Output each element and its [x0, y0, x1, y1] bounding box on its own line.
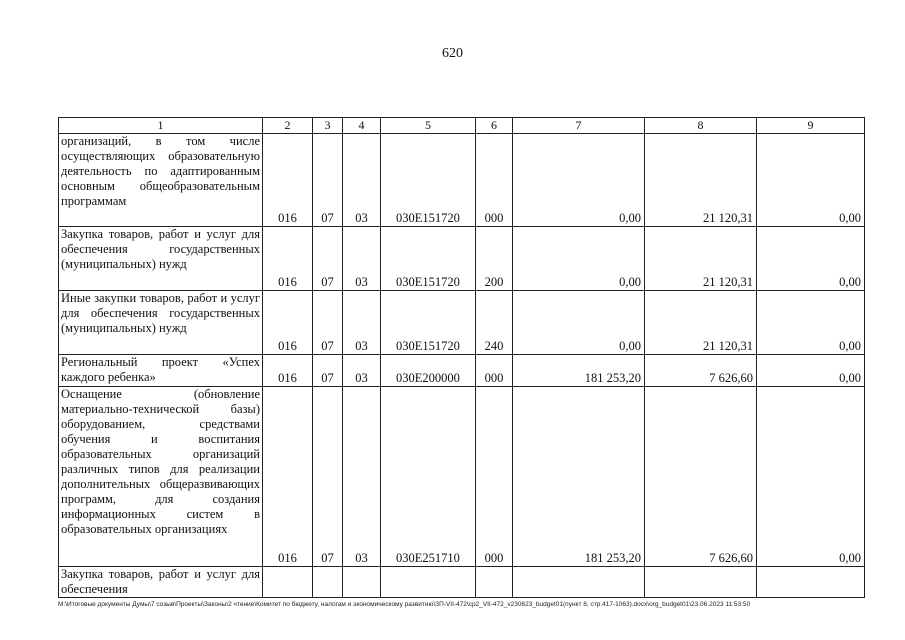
cell-section: 07	[313, 134, 343, 227]
row-name: Иные закупки товаров, работ и услуг для обеспечения государственных (муниципальных) нужд	[59, 291, 263, 355]
cell-amount-8	[645, 567, 757, 598]
cell-amount-7: 0,00	[513, 291, 645, 355]
cell-amount-8: 21 120,31	[645, 291, 757, 355]
cell-section	[313, 567, 343, 598]
cell-amount-9: 0,00	[757, 387, 865, 567]
cell-target-code	[381, 567, 476, 598]
cell-target-code: 030E151720	[381, 134, 476, 227]
cell-amount-7: 0,00	[513, 227, 645, 291]
cell-amount-8: 7 626,60	[645, 387, 757, 567]
cell-amount-9: 0,00	[757, 291, 865, 355]
cell-amount-9: 0,00	[757, 355, 865, 387]
cell-target-code: 030E200000	[381, 355, 476, 387]
cell-subsection: 03	[343, 134, 381, 227]
cell-amount-8: 7 626,60	[645, 355, 757, 387]
cell-amount-9	[757, 567, 865, 598]
column-header: 9	[757, 118, 865, 134]
row-name: организаций, в том числе осуществляющих образовательную деятельность по адаптированным основным общеобразовательным программам	[59, 134, 263, 227]
cell-subsection	[343, 567, 381, 598]
cell-expense-type: 000	[476, 134, 513, 227]
row-name: Закупка товаров, работ и услуг для обеспечения государственных (муниципальных) нужд	[59, 227, 263, 291]
cell-amount-7: 0,00	[513, 134, 645, 227]
cell-ministry: 016	[263, 134, 313, 227]
cell-subsection: 03	[343, 355, 381, 387]
page-number: 620	[442, 46, 463, 61]
cell-amount-8: 21 120,31	[645, 227, 757, 291]
row-name: Оснащение (обновление материально-технической базы) оборудованием, средствами обучения и воспитания образовательных организаций различных типов для реализации дополнительных общеразвивающих программ, для создания информационных систем в образовательных организациях	[59, 387, 263, 567]
cell-section: 07	[313, 227, 343, 291]
row-name: Региональный проект «Успех каждого ребенка»	[59, 355, 263, 387]
cell-expense-type: 240	[476, 291, 513, 355]
budget-table	[58, 117, 865, 598]
cell-section: 07	[313, 291, 343, 355]
document-footer-path: M:\Итоговые документы Думы\7 созыв\Проекты\Законы\2 чтение\Комитет по бюджету, налогам и экономическому развитию\ЗП-VII-472\ср2_VII-472_v230623_budget01(пункт 8, стр.417-1063).docx\org_budget01\23.06.2023 11:53:50	[58, 601, 751, 608]
column-header: 7	[513, 118, 645, 134]
row-name: Закупка товаров, работ и услуг для обеспечения	[59, 567, 263, 598]
column-header: 1	[59, 118, 263, 134]
table-row	[59, 355, 865, 387]
cell-section: 07	[313, 387, 343, 567]
column-header: 4	[343, 118, 381, 134]
table-row	[59, 567, 865, 598]
column-header: 2	[263, 118, 313, 134]
cell-expense-type: 200	[476, 227, 513, 291]
table-row	[59, 227, 865, 291]
cell-subsection: 03	[343, 387, 381, 567]
table-row	[59, 387, 865, 567]
column-header: 5	[381, 118, 476, 134]
cell-amount-9: 0,00	[757, 227, 865, 291]
cell-target-code: 030E151720	[381, 227, 476, 291]
cell-subsection: 03	[343, 227, 381, 291]
cell-ministry: 016	[263, 387, 313, 567]
table-row	[59, 291, 865, 355]
cell-amount-7: 181 253,20	[513, 355, 645, 387]
cell-amount-8: 21 120,31	[645, 134, 757, 227]
cell-expense-type: 000	[476, 355, 513, 387]
cell-ministry: 016	[263, 227, 313, 291]
cell-expense-type	[476, 567, 513, 598]
cell-section: 07	[313, 355, 343, 387]
column-header: 6	[476, 118, 513, 134]
cell-amount-9: 0,00	[757, 134, 865, 227]
cell-amount-7: 181 253,20	[513, 387, 645, 567]
cell-amount-7	[513, 567, 645, 598]
cell-target-code: 030E251710	[381, 387, 476, 567]
cell-target-code: 030E151720	[381, 291, 476, 355]
table-header-row	[59, 118, 865, 134]
column-header: 3	[313, 118, 343, 134]
cell-ministry: 016	[263, 355, 313, 387]
cell-ministry	[263, 567, 313, 598]
cell-subsection: 03	[343, 291, 381, 355]
table-row	[59, 134, 865, 227]
cell-expense-type: 000	[476, 387, 513, 567]
cell-ministry: 016	[263, 291, 313, 355]
column-header: 8	[645, 118, 757, 134]
